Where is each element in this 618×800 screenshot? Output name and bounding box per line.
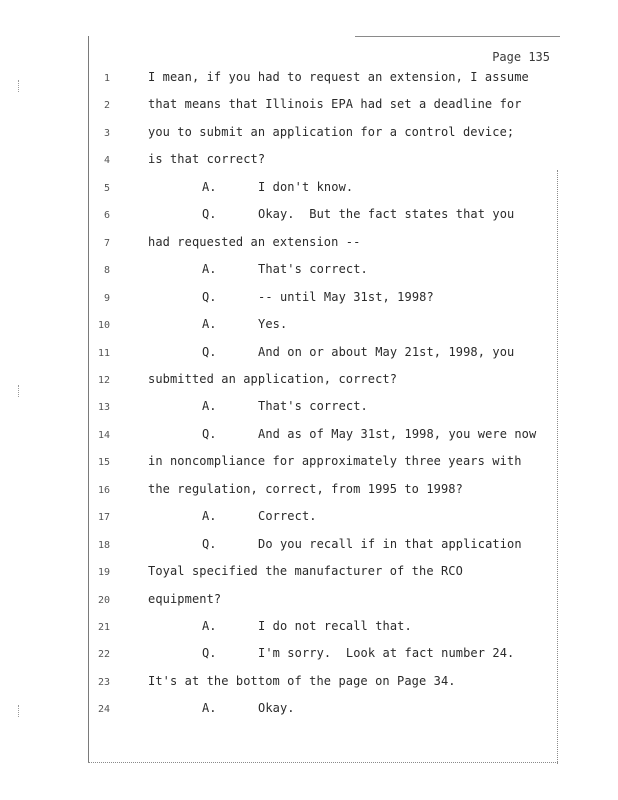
transcript-line xyxy=(90,427,560,447)
line-number: 11 xyxy=(97,347,110,359)
line-text: Correct. xyxy=(258,509,317,524)
transcript-line xyxy=(90,646,560,666)
line-number: 20 xyxy=(97,594,110,606)
transcript-line xyxy=(90,399,560,419)
transcript-line xyxy=(90,509,560,529)
line-number: 6 xyxy=(103,210,110,222)
speaker-label: A. xyxy=(202,317,217,332)
line-text: you to submit an application for a control device; xyxy=(148,124,515,139)
line-text: I don't know. xyxy=(258,179,354,194)
line-number: 2 xyxy=(103,100,110,112)
line-number: 22 xyxy=(97,649,110,661)
transcript-line xyxy=(90,372,560,392)
speaker-label: A. xyxy=(202,509,217,524)
line-number: 7 xyxy=(103,237,110,249)
speaker-label: A. xyxy=(202,262,217,277)
hole-punch-mark xyxy=(18,705,22,717)
top-rule xyxy=(355,36,560,37)
line-number: 10 xyxy=(97,320,110,332)
line-number: 18 xyxy=(97,539,110,551)
line-number: 17 xyxy=(97,512,110,524)
line-number: 3 xyxy=(103,127,110,139)
line-text: Do you recall if in that application xyxy=(258,536,522,551)
line-text: Yes. xyxy=(258,317,288,332)
line-text: Okay. xyxy=(258,701,295,716)
transcript-line xyxy=(90,537,560,557)
hole-punch-mark xyxy=(18,80,22,92)
line-number: 23 xyxy=(97,676,110,688)
bottom-rule xyxy=(88,762,558,763)
line-text: in noncompliance for approximately three years with xyxy=(148,454,522,469)
line-number: 24 xyxy=(97,704,110,716)
transcript-line xyxy=(90,97,560,117)
transcript-line xyxy=(90,262,560,282)
line-text: that means that Illinois EPA had set a deadline for xyxy=(148,97,522,112)
line-text: And on or about May 21st, 1998, you xyxy=(258,344,515,359)
transcript-line xyxy=(90,564,560,584)
transcript-line xyxy=(90,70,560,90)
transcript-line xyxy=(90,317,560,337)
line-number: 13 xyxy=(97,402,110,414)
speaker-label: Q. xyxy=(202,646,217,661)
transcript-line xyxy=(90,152,560,172)
hole-punch-mark xyxy=(18,385,22,397)
line-text: equipment? xyxy=(148,591,222,606)
line-number: 8 xyxy=(103,265,110,277)
page-number: Page 135 xyxy=(492,50,550,64)
line-text: I mean, if you had to request an extension, I assume xyxy=(148,70,529,84)
line-number: 19 xyxy=(97,567,110,579)
line-number: 1 xyxy=(103,73,110,84)
left-margin-rule xyxy=(88,36,89,762)
transcript-line xyxy=(90,180,560,200)
speaker-label: Q. xyxy=(202,426,217,441)
line-number: 16 xyxy=(97,484,110,496)
line-text: It's at the bottom of the page on Page 34. xyxy=(148,673,456,688)
transcript-line xyxy=(90,674,560,694)
speaker-label: A. xyxy=(202,701,217,716)
transcript-line xyxy=(90,235,560,255)
transcript-line xyxy=(90,125,560,145)
line-text: Toyal specified the manufacturer of the RCO xyxy=(148,564,463,579)
speaker-label: A. xyxy=(202,619,217,633)
transcript-line xyxy=(90,454,560,474)
line-number: 4 xyxy=(103,155,110,167)
line-text: And as of May 31st, 1998, you were now xyxy=(258,426,537,441)
transcript-line xyxy=(90,345,560,365)
speaker-label: A. xyxy=(202,179,217,194)
transcript-line xyxy=(90,592,560,612)
transcript-line xyxy=(90,701,560,721)
line-number: 21 xyxy=(97,622,110,633)
speaker-label: Q. xyxy=(202,344,217,359)
transcript-line xyxy=(90,290,560,310)
transcript-line xyxy=(90,619,560,639)
line-text: That's correct. xyxy=(258,262,368,277)
transcript-line xyxy=(90,482,560,502)
line-number: 12 xyxy=(97,374,110,386)
speaker-label: Q. xyxy=(202,207,217,222)
line-text: is that correct? xyxy=(148,152,266,167)
line-number: 5 xyxy=(103,182,110,194)
transcript-line xyxy=(90,207,560,227)
line-text: the regulation, correct, from 1995 to 1998? xyxy=(148,481,463,496)
speaker-label: A. xyxy=(202,399,217,414)
speaker-label: Q. xyxy=(202,536,217,551)
line-text: had requested an extension -- xyxy=(148,234,361,249)
line-text: Okay. But the fact states that you xyxy=(258,207,515,222)
line-number: 9 xyxy=(103,292,110,304)
line-text: -- until May 31st, 1998? xyxy=(258,289,434,304)
line-text: I do not recall that. xyxy=(258,619,412,633)
speaker-label: Q. xyxy=(202,289,217,304)
line-text: submitted an application, correct? xyxy=(148,371,398,386)
line-number: 14 xyxy=(97,429,110,441)
line-text: I'm sorry. Look at fact number 24. xyxy=(258,646,515,661)
line-text: That's correct. xyxy=(258,399,368,414)
line-number: 15 xyxy=(97,457,110,469)
